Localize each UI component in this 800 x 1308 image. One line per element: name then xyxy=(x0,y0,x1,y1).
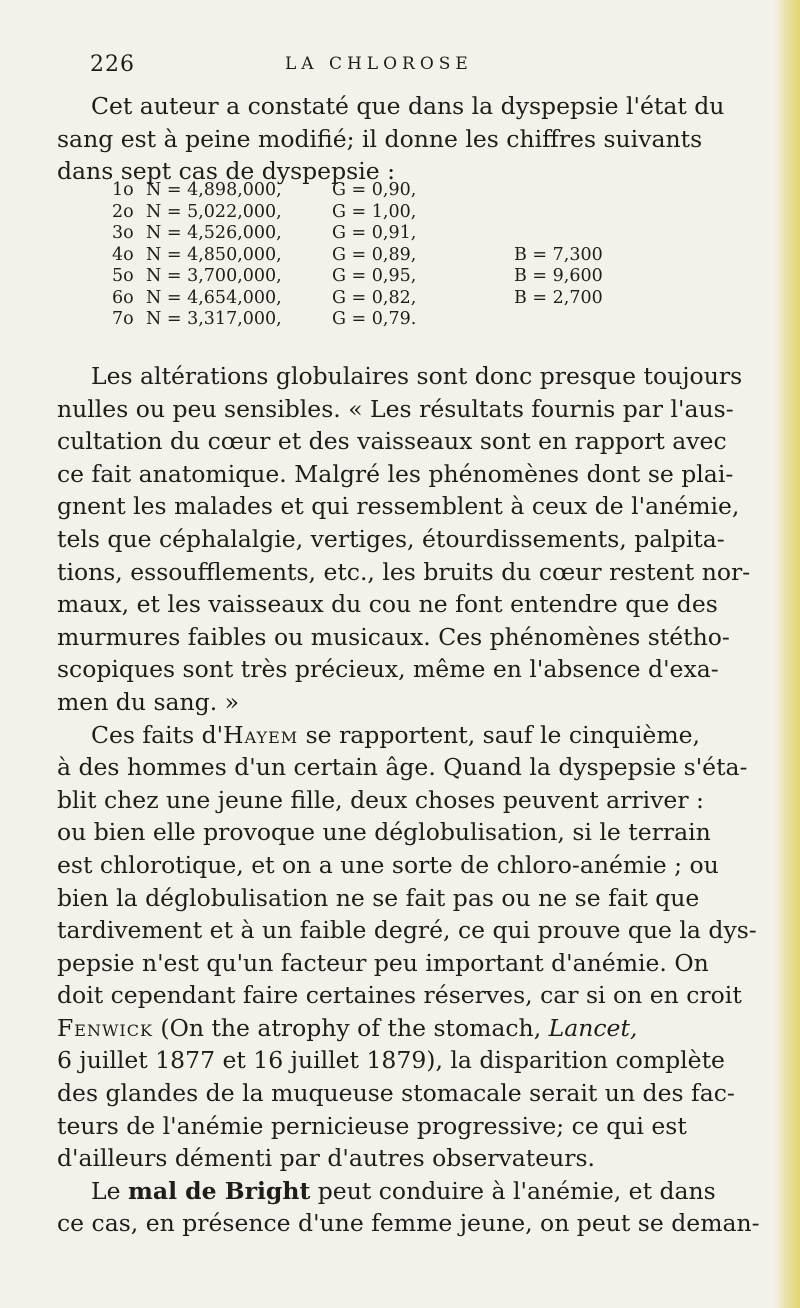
text-line: scopiques sont très précieux, même en l'absence d'exa- xyxy=(57,655,719,684)
g-value: G = 0,90, xyxy=(332,180,417,200)
text-line: tels que céphalalgie, vertiges, étourdissements, palpita- xyxy=(57,524,725,553)
text-line: des glandes de la muqueuse stomacale serait un des fac- xyxy=(57,1079,735,1108)
row-number: 7o xyxy=(112,309,134,329)
table-row xyxy=(112,223,634,245)
b-value: B = 2,700 xyxy=(514,287,603,308)
table-row xyxy=(112,266,634,288)
text-line: gnent les malades et qui ressemblent à ceux de l'anémie, xyxy=(57,492,740,521)
author-name: Hayem xyxy=(223,720,299,749)
g-value: G = 0,82, xyxy=(332,287,417,308)
text-line: murmures faibles ou musicaux. Ces phénomènes stétho- xyxy=(57,622,730,651)
text-fragment: (On the atrophy of the stomach, xyxy=(152,1013,549,1042)
table-row xyxy=(112,309,634,331)
body-text xyxy=(57,360,760,1240)
text-fragment: Le xyxy=(91,1176,128,1205)
table-row xyxy=(112,180,634,202)
n-value: N = 3,317,000, xyxy=(146,309,282,329)
text-line: est chlorotique, et on a une sorte de chloro-anémie ; ou xyxy=(57,850,719,879)
text-line: nulles ou peu sensibles. « Les résultats fournis par l'aus- xyxy=(57,394,734,423)
text-line: tardivement et à un faible degré, ce qui prouve que la dys- xyxy=(57,916,757,945)
g-value: G = 0,79. xyxy=(332,309,417,329)
b-value: B = 9,600 xyxy=(514,266,603,286)
text-line: bien la déglobulisation ne se fait pas ou ne se fait que xyxy=(57,883,700,912)
page-edge xyxy=(774,0,800,1308)
page-number: 226 xyxy=(90,52,135,77)
text-line: Cet auteur a constaté que dans la dyspepsie l'état du xyxy=(91,92,725,120)
b-value xyxy=(514,223,634,245)
text-line xyxy=(57,719,757,752)
b-value xyxy=(514,180,634,202)
table-row xyxy=(112,288,634,310)
text-fragment: Ces faits d' xyxy=(91,720,224,749)
text-line: ou bien elle provoque une déglobulisation, si le terrain xyxy=(57,818,711,847)
n-value: N = 5,022,000, xyxy=(146,201,282,222)
g-value: G = 0,89, xyxy=(332,244,417,265)
journal-title: Lancet, xyxy=(548,1013,638,1042)
b-value: B = 7,300 xyxy=(514,244,603,265)
text-line: ce cas, en présence d'une femme jeune, on peut se deman- xyxy=(57,1209,760,1238)
text-line: maux, et les vaisseaux du cou ne font entendre que des xyxy=(57,590,718,619)
text-line: d'ailleurs démenti par d'autres observateurs. xyxy=(57,1144,596,1173)
table-row xyxy=(112,202,634,224)
text-line: cultation du cœur et des vaisseaux sont en rapport avec xyxy=(57,427,727,456)
running-head: LA CHLOROSE xyxy=(285,54,473,74)
blood-count-table xyxy=(112,180,634,331)
g-value: G = 0,91, xyxy=(332,223,417,243)
text-line: 6 juillet 1877 et 16 juillet 1879), la disparition complète xyxy=(57,1046,725,1075)
page-header xyxy=(90,52,730,82)
n-value: N = 4,898,000, xyxy=(146,180,282,200)
n-value: N = 4,526,000, xyxy=(146,223,282,243)
g-value: G = 0,95, xyxy=(332,266,417,286)
text-line: teurs de l'anémie pernicieuse progressive; ce qui est xyxy=(57,1111,687,1140)
text-line: blit chez une jeune fille, deux choses peuvent arriver : xyxy=(57,785,704,814)
n-value: N = 3,700,000, xyxy=(146,266,282,286)
row-number: 5o xyxy=(112,266,134,286)
text-line: à des hommes d'un certain âge. Quand la dyspepsie s'éta- xyxy=(57,753,748,782)
b-value xyxy=(514,309,634,331)
text-line: pepsie n'est qu'un facteur peu important d'anémie. On xyxy=(57,948,709,977)
b-value xyxy=(514,202,634,224)
row-number: 2o xyxy=(112,201,134,222)
text-line: sang est à peine modifié; il donne les chiffres suivants xyxy=(57,124,703,153)
row-number: 4o xyxy=(112,244,134,265)
author-name: Fenwick xyxy=(57,1013,153,1042)
row-number: 6o xyxy=(112,287,134,308)
text-line: doit cependant faire certaines réserves, car si on en croit xyxy=(57,981,742,1010)
text-line: ce fait anatomique. Malgré les phénomènes dont se plai- xyxy=(57,459,734,488)
n-value: N = 4,850,000, xyxy=(146,244,282,265)
text-line: dans sept cas de dyspepsie : xyxy=(57,157,396,186)
n-value: N = 4,654,000, xyxy=(146,287,282,308)
text-line xyxy=(57,1175,757,1208)
text-line xyxy=(57,1012,757,1045)
text-fragment: peut conduire à l'anémie, et dans xyxy=(310,1176,716,1205)
row-number: 1o xyxy=(112,180,134,200)
text-fragment: se rapportent, sauf le cinquième, xyxy=(298,720,700,749)
g-value: G = 1,00, xyxy=(332,201,417,222)
text-line: tions, essoufflements, etc., les bruits du cœur restent nor- xyxy=(57,557,751,586)
text-line: men du sang. » xyxy=(57,687,240,716)
table-row xyxy=(112,245,634,267)
intro-paragraph xyxy=(57,90,757,188)
row-number: 3o xyxy=(112,223,134,243)
bold-term: mal de Bright xyxy=(127,1176,311,1205)
text-line: Les altérations globulaires sont donc presque toujours xyxy=(91,362,743,390)
